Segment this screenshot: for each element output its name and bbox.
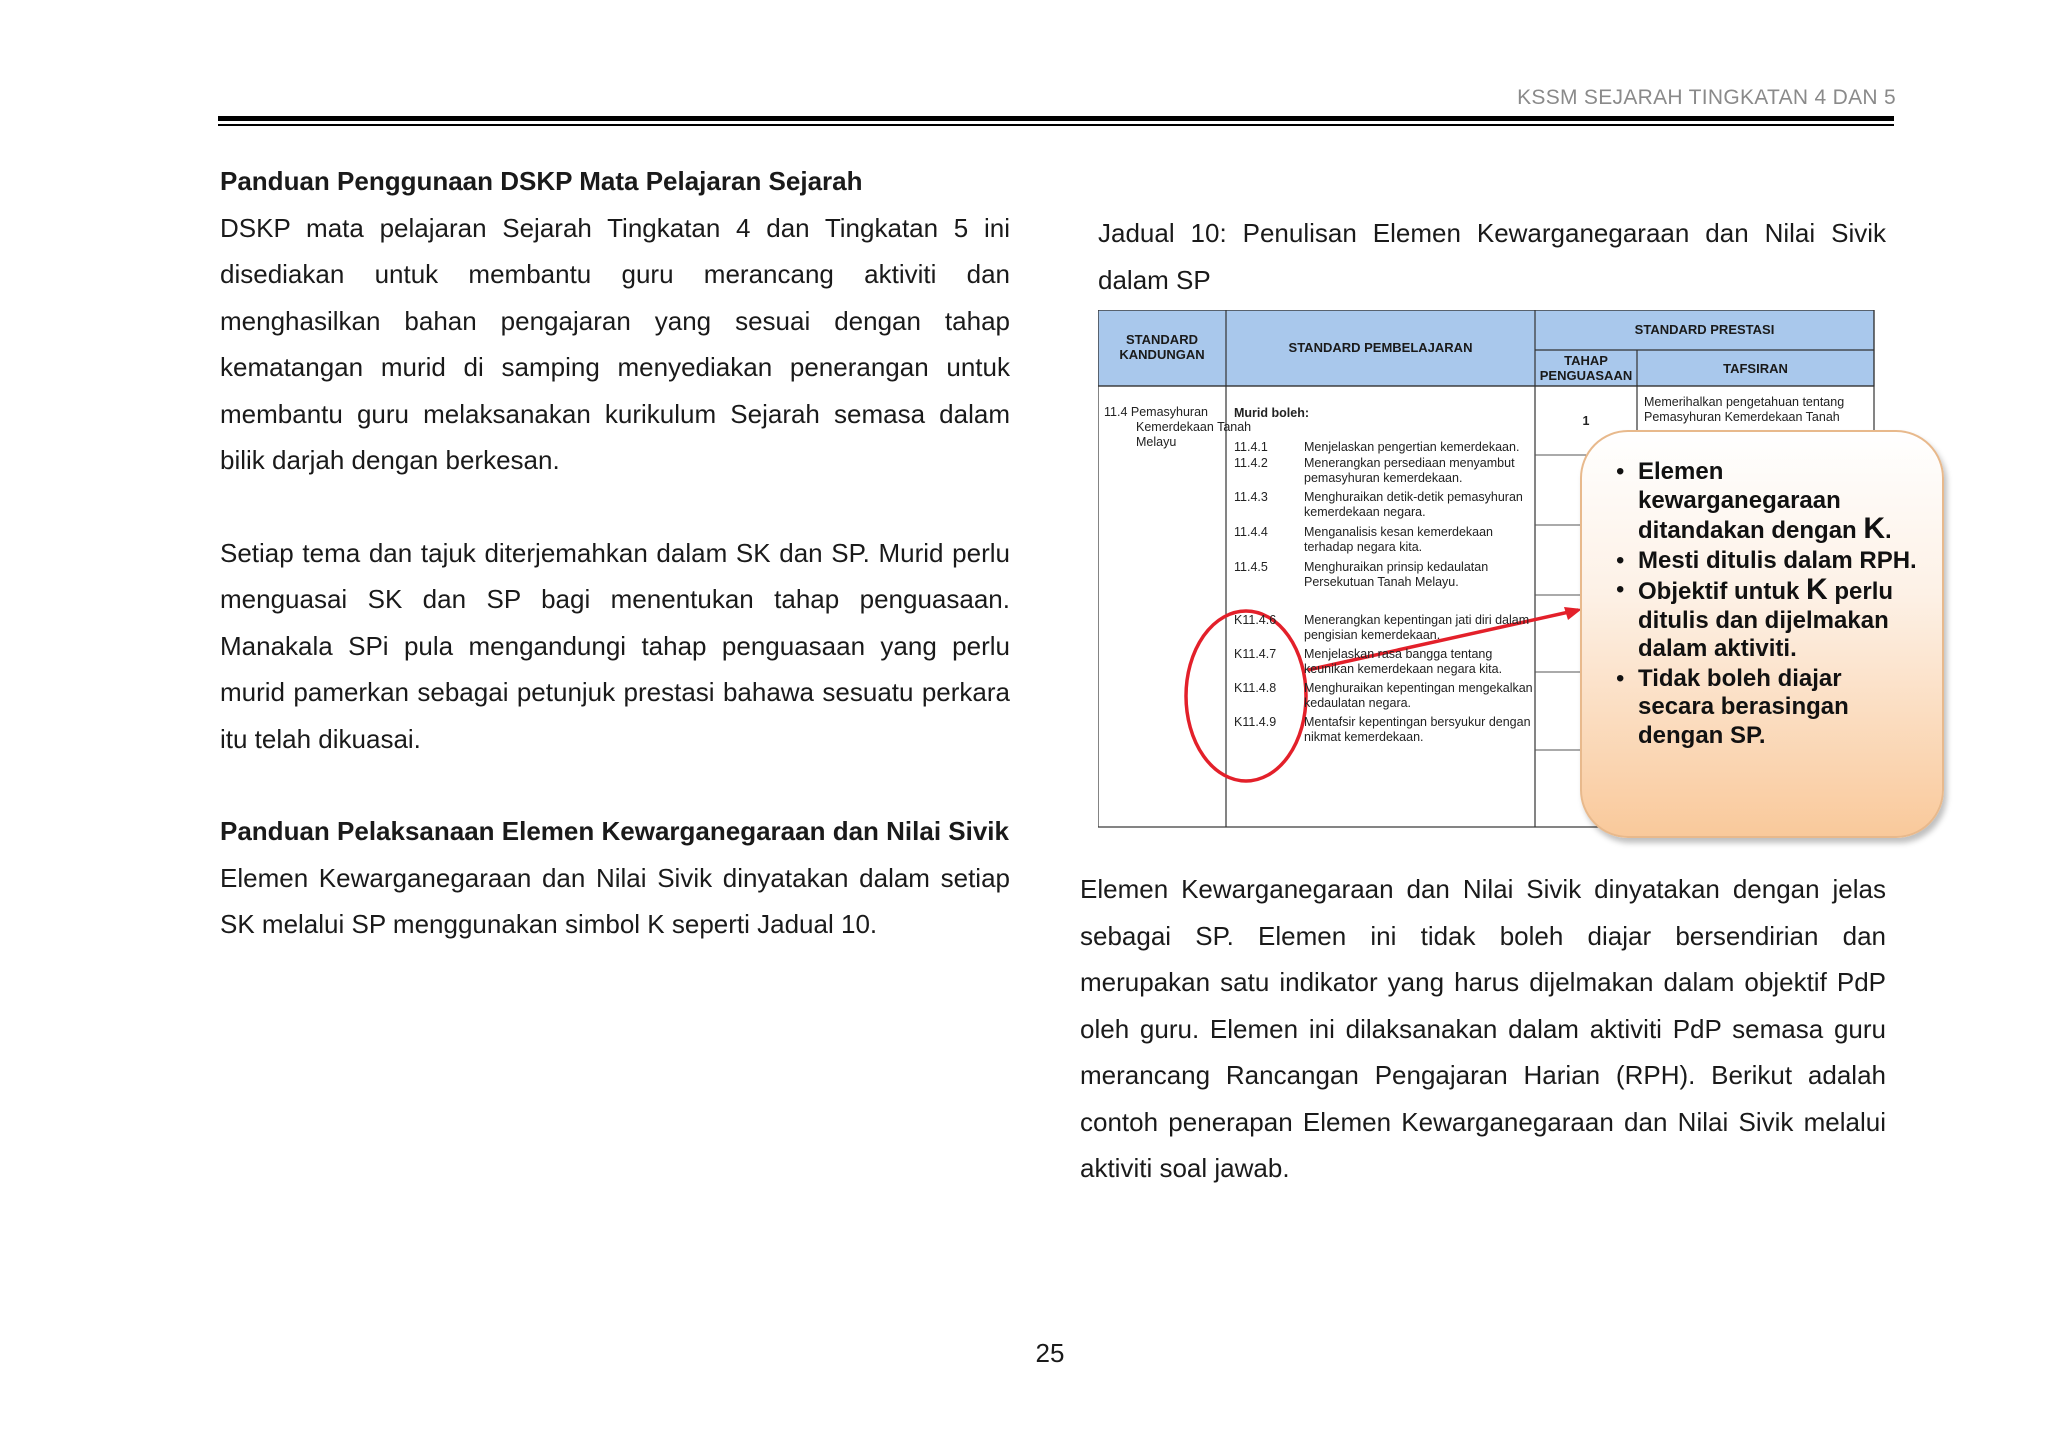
k-code: K11.4.8 — [1234, 681, 1277, 695]
section-heading-usage: Panduan Penggunaan DSKP Mata Pelajaran Sejarah — [220, 166, 863, 196]
callout-item-1: • Elemen kewarganegaraan ditandakan dengan K. — [1616, 458, 1918, 546]
header-tahap-penguasaan: TAHAP PENGUASAAN — [1539, 353, 1633, 383]
murid-boleh-label: Murid boleh: — [1234, 406, 1309, 420]
left-column — [220, 158, 1010, 948]
page-number: 25 — [1035, 1338, 1065, 1368]
paragraph-civic: Elemen Kewarganegaraan dan Nilai Sivik dinyatakan dalam setiap SK melalui SP menggunakan simbol K seperti Jadual 10. — [220, 862, 1010, 939]
sp-code: 11.4.3 — [1234, 490, 1268, 504]
k-symbol: K — [1806, 573, 1828, 606]
header-tafsiran: TAFSIRAN — [1723, 361, 1788, 376]
k-desc: Menjelaskan rasa bangga tentang keunikan kemerdekaan negara kita. — [1304, 647, 1503, 676]
callout-item-3: • Objektif untuk K perlu ditulis dan dijelmakan dalam aktiviti. — [1616, 576, 1918, 664]
paragraph-themes: Setiap tema dan tajuk diterjemahkan dalam SK dan SP. Murid perlu menguasai SK dan SP bagi menentukan tahap penguasaan. Manakala SPi pula mengandungi tahap penguasaan yang perlu murid pamerkan sebagai petunjuk prestasi bahawa sesuatu perkara itu telah dikuasai. — [220, 537, 1010, 754]
table-caption: Jadual 10: Penulisan Elemen Kewarganegaraan dan Nilai Sivik dalam SP — [1098, 218, 1886, 295]
sp-code: 11.4.5 — [1234, 560, 1268, 574]
sp-desc: Menganalisis kesan kemerdekaan terhadap negara kita. — [1304, 525, 1493, 554]
header-standard-prestasi: STANDARD PRESTASI — [1634, 322, 1775, 337]
k-code: K11.4.9 — [1234, 715, 1277, 729]
sp-desc: Menerangkan persediaan menyambut pemasyhuran kemerdekaan. — [1304, 456, 1515, 485]
running-header: KSSM SEJARAH TINGKATAN 4 DAN 5 — [1517, 86, 1896, 109]
paragraph-right: Elemen Kewarganegaraan dan Nilai Sivik dinyatakan dengan jelas sebagai SP. Elemen ini tidak boleh diajar bersendirian dan merupakan satu indikator yang harus dijelmakan dalam objektif PdP oleh guru. Elemen ini dilaksanakan dalam aktiviti PdP semasa guru merancang Rancangan Pengajaran Harian (RPH). Berikut adalah contoh penerapan Elemen Kewarganegaraan dan Nilai Sivik melalui aktiviti soal jawab. — [1080, 874, 1886, 1183]
k-desc: Menerangkan kepentingan jati diri dalam pengisian kemerdekaan. — [1304, 613, 1530, 642]
paragraph-usage: DSKP mata pelajaran Sejarah Tingkatan 4 dan Tingkatan 5 ini disediakan untuk membantu guru merancang aktiviti dan menghasilkan bahan pengajaran yang sesuai dengan tahap kematangan murid di samping menyediakan penerangan untuk membantu guru melaksanakan kurikulum Sejarah semasa dalam bilik darjah dengan berkesan. — [220, 212, 1010, 475]
callout-item-4: • Tidak boleh diajar secara berasingan dengan SP. — [1616, 665, 1918, 751]
sp-desc: Menghuraikan detik-detik pemasyhuran kemerdekaan negara. — [1304, 490, 1523, 519]
highlight-circle — [1186, 611, 1306, 781]
k-desc: Menghuraikan kepentingan mengekalkan kedaulatan negara. — [1304, 681, 1533, 710]
sp-desc: Menghuraikan prinsip kedaulatan Persekutuan Tanah Melayu. — [1304, 560, 1489, 589]
sk-cell-text: 11.4 Pemasyhuran Kemerdekaan Tanah Melayu — [1104, 405, 1252, 449]
header-standard-kandungan: STANDARD KANDUNGAN — [1119, 332, 1205, 362]
tafsiran-text: Memerihalkan pengetahuan tentang Pemasyhuran Kemerdekaan Tanah — [1644, 395, 1845, 424]
tahap-value: 1 — [1582, 414, 1590, 428]
k-desc: Mentafsir kepentingan bersyukur dengan nikmat kemerdekaan. — [1304, 715, 1531, 744]
section-heading-civic: Panduan Pelaksanaan Elemen Kewarganegaraan dan Nilai Sivik — [220, 816, 1009, 846]
header-standard-pembelajaran: STANDARD PEMBELAJARAN — [1288, 340, 1473, 355]
header-rule-thin — [218, 124, 1894, 126]
sp-code: 11.4.4 — [1234, 525, 1268, 539]
k-code: K11.4.7 — [1234, 647, 1277, 661]
sp-desc: Menjelaskan pengertian kemerdekaan. — [1304, 440, 1520, 454]
sp-code: 11.4.1 — [1234, 440, 1268, 454]
header-rule-thick — [218, 116, 1894, 121]
callout-item-2: • Mesti ditulis dalam RPH. — [1616, 547, 1918, 576]
k-code: K11.4.6 — [1234, 613, 1277, 627]
k-symbol: K — [1863, 512, 1886, 545]
callout-box — [1580, 430, 1944, 838]
sp-code: 11.4.2 — [1234, 456, 1268, 470]
